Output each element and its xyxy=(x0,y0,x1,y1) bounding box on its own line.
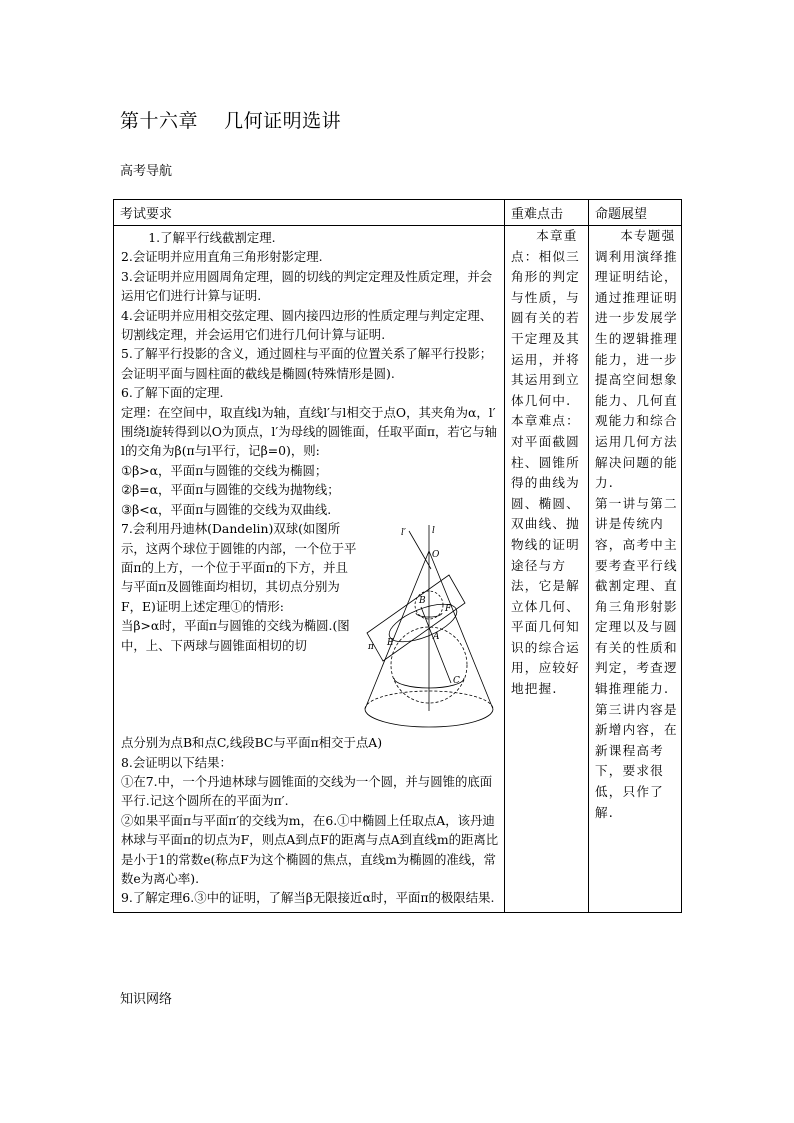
req-item-8-2: ②如果平面π与平面π′的交线为m，在6.①中椭圆上任取点A，该丹迪林球与平面π的切点为F，则点A到点F的距离与点A到直线m的距离比是小于1的常数e(称点F为这个椭圆的焦点，直线m为椭圆的准线，常数e为离心率). xyxy=(121,812,499,886)
header-difficulty: 重难点击 xyxy=(505,200,589,226)
req-item-5: 5.了解平行投影的含义，通过圆柱与平面的位置关系了解平行投影；会证明平面与圆柱面的截线是椭圆(特殊情形是圆). xyxy=(121,346,493,381)
label-e: E xyxy=(387,638,394,649)
req-item-1: 1.了解平行线截割定理. xyxy=(148,230,276,245)
req-item-7-case: 当β>α时，平面π与圆锥的交线为椭圆.(图中，上、下两球与圆锥面相切的切 xyxy=(121,618,350,653)
table-content-row xyxy=(114,226,682,913)
req-item-4: 4.会证明并应用相交弦定理、圆内接四边形的性质定理与判定定理、切割线定理，并会运用它们进行几何计算与证明. xyxy=(121,307,493,343)
req-case-2: ②β=α，平面π与圆锥的交线为抛物线； xyxy=(121,482,340,498)
label-pi: π xyxy=(368,642,374,653)
generatrix-line xyxy=(409,531,431,569)
req-item-8-1: ①在7.中，一个丹迪林球与圆锥面的交线为一个圆，并与圆锥的底面平行.记这个圆所在的平面为π′. xyxy=(121,773,493,809)
outlook-text-1: 本专题强调利用演绎推理证明结论，通过推理证明进一步发展学生的逻辑推理能力，进一步提高空间想象能力、几何直观能力和综合运用几何方法解决问题的能力. xyxy=(595,228,678,491)
outlook-cell xyxy=(589,226,682,913)
difficulty-content xyxy=(511,226,585,700)
req-item-7: 7.会利用丹迪林(Dandelin)双球(如图所示，这两个球位于圆锥的内部，一个位于平面π的上方，一个位于平面π的下方，并且与平面π及圆锥面均相切，其切点分别为F，E)证明上述定理①的情形: xyxy=(121,521,357,614)
header-requirements: 考试要求 xyxy=(114,200,505,226)
label-o: O xyxy=(432,550,440,561)
label-b: B xyxy=(419,596,426,607)
outlook-text-2: 第一讲与第二讲是传统内容，高考中主要考查平行线截割定理、直角三角形射影定理以及与圆有关的性质和判定，考查逻辑推理能力.第三讲内容是新增内容，在新课程高考下，要求很低，只作了解. xyxy=(595,495,678,820)
requirements-cell xyxy=(114,226,505,913)
section-heading-knowledge-network: 知识网络 xyxy=(120,992,173,1007)
req-item-3: 3.会证明并应用圆周角定理，圆的切线的判定定理及性质定理，并会运用它们进行计算与证明. xyxy=(121,268,493,304)
dandelin-spheres-figure xyxy=(361,523,499,733)
req-item-2: 2.会证明并应用直角三角形射影定理. xyxy=(121,249,323,265)
label-l-prime: l′ xyxy=(401,528,406,539)
req-item-7-tail: 点分别为点B和点C,线段BC与平面π相交于点A) xyxy=(121,735,383,751)
outlook-content xyxy=(595,226,678,823)
req-item-6: 6.了解下面的定理. xyxy=(121,385,224,401)
difficulty-cell xyxy=(505,226,589,913)
segment-bc xyxy=(421,607,451,683)
label-f: F xyxy=(445,604,452,615)
cone-base-front xyxy=(365,709,493,727)
header-outlook: 命题展望 xyxy=(589,200,682,226)
section-heading-exam-guide: 高考导航 xyxy=(120,164,173,179)
table-header-row xyxy=(114,200,682,226)
cutting-plane xyxy=(367,575,465,661)
label-l: l xyxy=(432,526,435,537)
exam-guide-table xyxy=(113,199,682,913)
difficulty-text: 本章重点：相似三角形的判定与性质，与圆有关的若干定理及其运用，并将其运用到立体几何中.本章难点：对平面截圆柱、圆锥所得的曲线为圆、椭圆、双曲线、抛物线的证明途径与方法，它是解立体几何、平面几何知识的综合运用，应较好地把握. xyxy=(511,228,580,697)
label-c: C xyxy=(453,676,460,687)
req-item-8: 8.会证明以下结果： xyxy=(121,754,232,770)
req-case-1: ①β>α，平面π与圆锥的交线为椭圆； xyxy=(121,462,328,478)
req-theorem: 定理：在空间中，取直线l为轴，直线l′与l相交于点O，其夹角为α，l′围绕l旋转得到以O为顶点，l′为母线的圆锥面，任取平面π，若它与轴l的交角为β(π与l平行，记β=0)，则: xyxy=(121,404,497,459)
req-case-3: ③β<α，平面π与圆锥的交线为双曲线. xyxy=(121,501,332,517)
chapter-title: 第十六章 几何证明选讲 xyxy=(120,110,342,132)
dandelin-section xyxy=(121,519,499,733)
label-a: A xyxy=(433,632,440,643)
req-item-9: 9.了解定理6.③中的证明，了解当β无限接近α时，平面π的极限结果. xyxy=(121,890,495,906)
